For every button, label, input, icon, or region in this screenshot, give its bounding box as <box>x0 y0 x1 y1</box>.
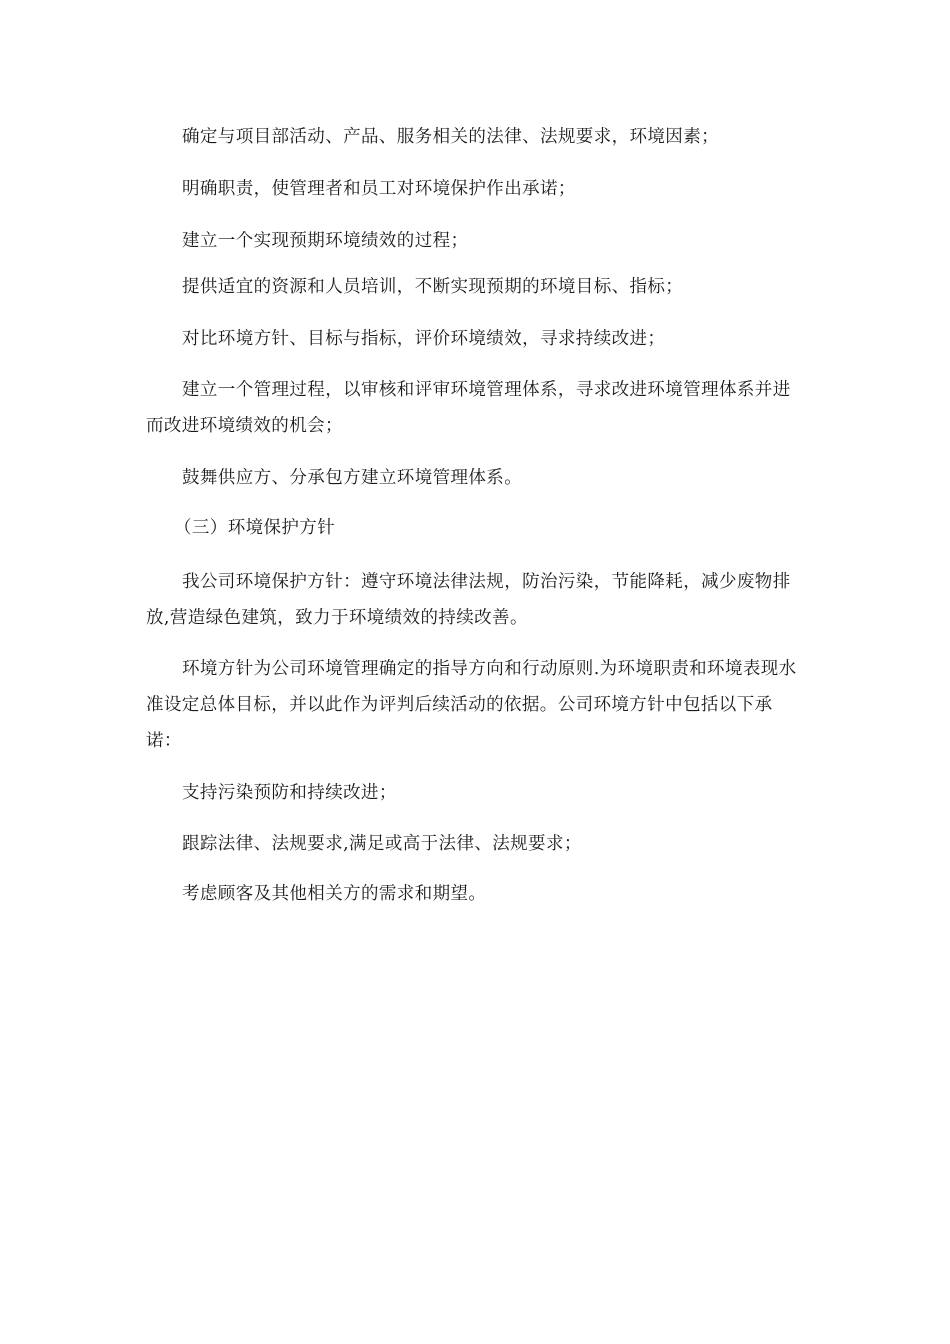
paragraph-customer-needs: 考虑顾客及其他相关方的需求和期望。 <box>182 884 487 904</box>
section-heading: （三）环境保护方针 <box>174 518 336 538</box>
paragraph-responsibilities: 明确职责，使管理者和员工对环境保护作出承诺； <box>182 179 576 199</box>
paragraph-suppliers: 鼓舞供应方、分承包方建立环境管理体系。 <box>182 468 523 488</box>
paragraph-management-process: 建立一个管理过程，以审核和评审环境管理体系，寻求改进环境管理体系并进而改进环境绩效的机会； <box>146 380 791 436</box>
paragraph-process: 建立一个实现预期环境绩效的过程； <box>182 231 469 251</box>
paragraph-policy-statement: 我公司环境保护方针：遵守环境法律法规，防治污染，节能降耗，减少废物排放,营造绿色建筑，致力于环境绩效的持续改善。 <box>146 572 791 628</box>
paragraph-pollution-prevention: 支持污染预防和持续改进； <box>182 783 397 803</box>
paragraph-legal-requirements: 确定与项目部活动、产品、服务相关的法律、法规要求，环境因素； <box>182 127 719 147</box>
paragraph-compare-policy: 对比环境方针、目标与指标，评价环境绩效，寻求持续改进； <box>182 329 666 349</box>
paragraph-track-laws: 跟踪法律、法规要求,满足或高于法律、法规要求； <box>182 834 582 854</box>
paragraph-policy-definition: 环境方针为公司环境管理确定的指导方向和行动原则.为环境职责和环境表现水准设定总体目标，并以此作为评判后续活动的依据。公司环境方针中包括以下承诺： <box>146 659 797 751</box>
paragraph-resources-training: 提供适宜的资源和人员培训，不断实现预期的环境目标、指标； <box>182 277 684 297</box>
